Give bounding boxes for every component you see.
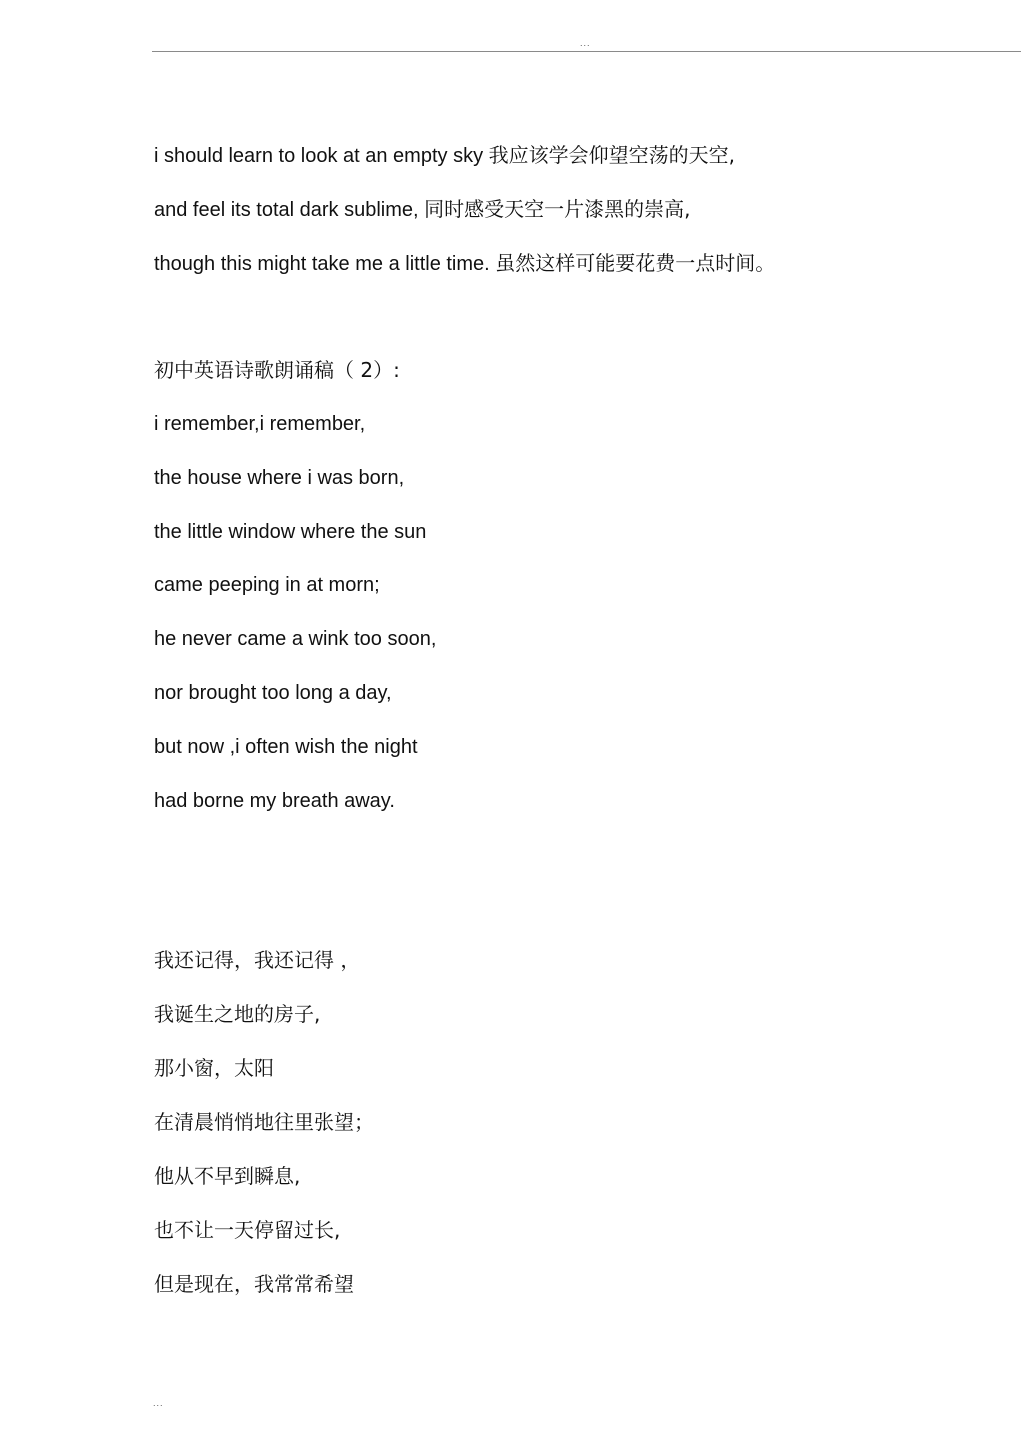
poem1-line-1 — [154, 142, 735, 169]
poem1-line-3-en: though this might take me a little time. — [154, 253, 496, 275]
poem2-en-line: came peeping in at morn; — [154, 574, 380, 596]
poem1-line-2-en: and feel its total dark sublime, — [154, 199, 425, 221]
poem2-en-line: he never came a wink too soon, — [154, 628, 437, 650]
poem2-cn-line: 但是现在，我常常希望 — [154, 1272, 354, 1296]
poem1-line-1-en: i should learn to look at an empty sky — [154, 145, 489, 167]
poem1-line-1-cn: 我应该学会仰望空荡的天空, — [488, 143, 735, 167]
poem2-en-line: nor brought too long a day, — [154, 682, 392, 704]
poem1-line-2 — [154, 196, 691, 223]
footer-mark: ... — [153, 1398, 164, 1408]
poem2-cn-line: 我还记得，我还记得 ， — [154, 948, 361, 972]
poem2-cn-line: 在清晨悄悄地往里张望； — [154, 1110, 374, 1134]
poem2-en-line: but now ,i often wish the night — [154, 736, 418, 758]
poem1-line-2-cn: 同时感受天空一片漆黑的崇高, — [424, 197, 691, 221]
poem2-en-line: i remember,i remember, — [154, 413, 366, 435]
poem2-cn-line: 也不让一天停留过长, — [154, 1218, 341, 1242]
poem2-cn-line: 那小窗，太阳 — [154, 1056, 274, 1080]
section-title: 初中英语诗歌朗诵稿（ 2）: — [154, 358, 400, 382]
poem2-cn-line: 他从不早到瞬息, — [154, 1164, 301, 1188]
poem2-en-line: the little window where the sun — [154, 521, 427, 543]
poem1-line-3-cn: 虽然这样可能要花费一点时间。 — [495, 251, 776, 275]
poem1-line-3 — [154, 250, 775, 277]
poem2-cn-line: 我诞生之地的房子, — [154, 1002, 321, 1026]
header-mark: ... — [580, 38, 591, 48]
header-rule — [152, 51, 1021, 52]
poem2-en-line: had borne my breath away. — [154, 790, 395, 812]
poem2-en-line: the house where i was born, — [154, 467, 405, 489]
